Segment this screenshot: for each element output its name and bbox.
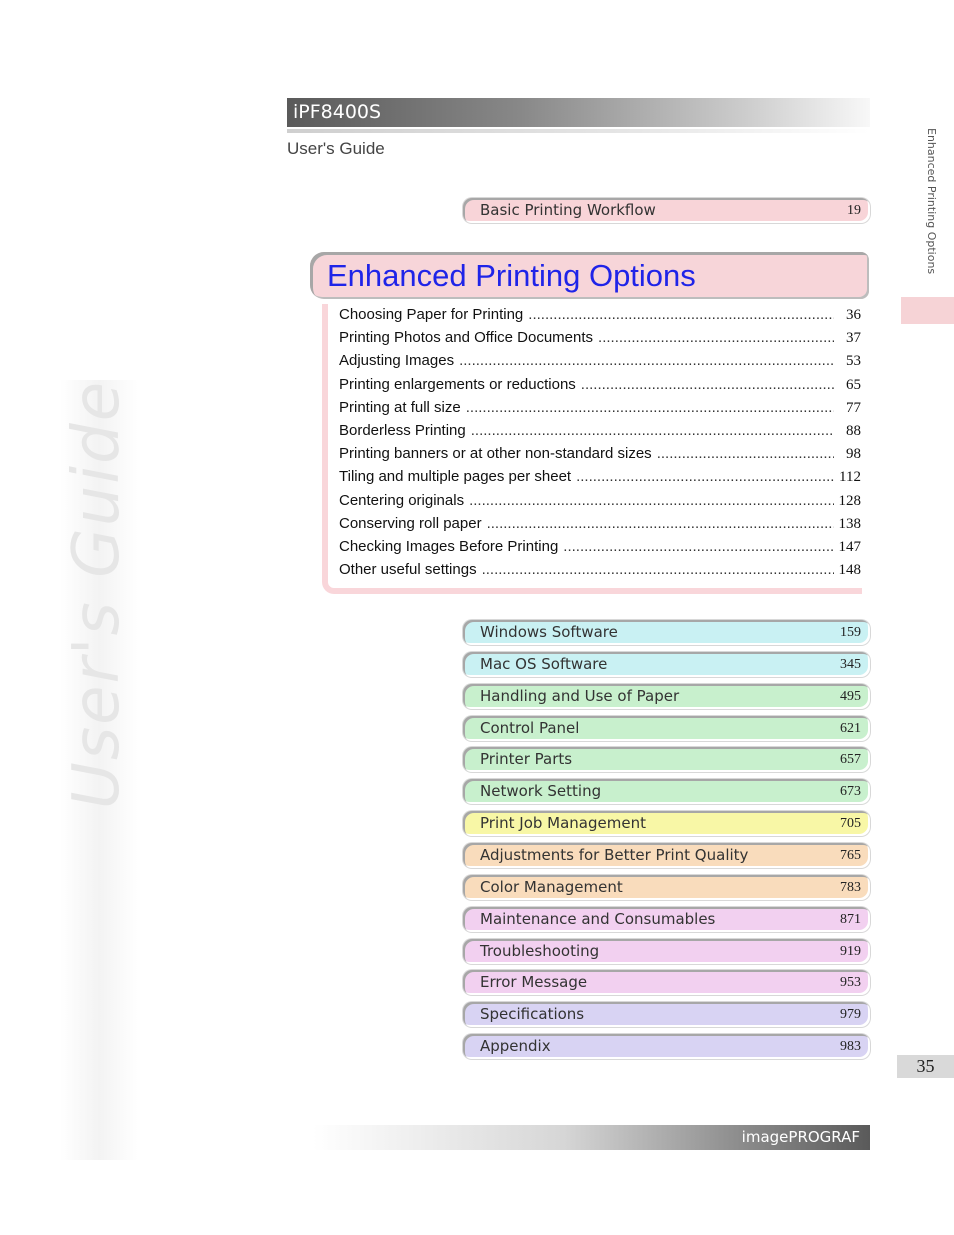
nav-section-specifications[interactable]	[463, 1002, 870, 1027]
toc-entry-page: 112	[839, 469, 861, 486]
nav-section-control-panel[interactable]	[463, 716, 870, 741]
brand-name: imagePROGRAF	[741, 1128, 860, 1146]
toc-entry[interactable]	[339, 538, 862, 561]
nav-section-network-setting[interactable]	[463, 779, 870, 804]
toc-entry-page: 37	[846, 330, 861, 347]
nav-section-label: Adjustments for Better Print Quality	[480, 845, 749, 864]
toc-leader-dots	[471, 422, 834, 439]
nav-section-label: Appendix	[480, 1037, 551, 1056]
toc-entry-page: 128	[838, 492, 861, 509]
nav-section-print-job-management[interactable]	[463, 811, 870, 836]
toc-leader-dots	[581, 376, 834, 393]
nav-section-label: Maintenance and Consumables	[480, 909, 716, 928]
toc-entry[interactable]	[339, 306, 862, 329]
toc-entry[interactable]	[339, 422, 862, 445]
toc-entry-title: Centering originals	[339, 491, 465, 509]
toc-entry-title: Other useful settings	[339, 561, 477, 579]
nav-section-page: 919	[840, 943, 861, 959]
nav-section-page: 19	[847, 203, 861, 218]
toc-entry-title: Printing at full size	[339, 398, 461, 416]
nav-section-page: 621	[840, 720, 861, 736]
toc-leader-dots	[469, 492, 833, 509]
toc-entry-title: Tiling and multiple pages per sheet	[339, 468, 572, 486]
nav-section-label: Troubleshooting	[480, 941, 600, 960]
toc-entry-page: 138	[838, 515, 861, 532]
toc-entry-page: 36	[846, 307, 861, 323]
toc-entry[interactable]	[339, 352, 862, 375]
section-title: Enhanced Printing Options	[327, 258, 696, 293]
nav-section-page: 673	[840, 784, 861, 800]
nav-section-label: Error Message	[480, 973, 588, 992]
toc-entry[interactable]	[339, 445, 862, 468]
nav-section-error-message[interactable]	[463, 970, 870, 995]
nav-section-appendix[interactable]	[463, 1034, 870, 1059]
toc-entry-title: Borderless Printing	[339, 422, 466, 439]
nav-section-label: Control Panel	[480, 718, 580, 737]
toc-entry-title: Printing Photos and Office Documents	[339, 329, 594, 347]
nav-section-maintenance-and-consumables[interactable]	[463, 907, 870, 932]
nav-section-page: 345	[840, 656, 861, 672]
watermark-text: User's Guide	[60, 380, 134, 810]
nav-section-adjustments-for-better-print-quality[interactable]	[463, 843, 870, 868]
nav-section-color-management[interactable]	[463, 875, 870, 900]
nav-section-page: 871	[840, 911, 861, 927]
toc-entry[interactable]	[339, 399, 862, 422]
watermark	[60, 380, 138, 1160]
nav-section-label: Specifications	[480, 1005, 585, 1024]
nav-section-page: 657	[840, 752, 861, 768]
nav-section-page: 765	[840, 847, 861, 863]
nav-section-label: Print Job Management	[480, 814, 646, 833]
nav-section-basic-printing-workflow[interactable]	[463, 198, 870, 223]
footer-bar	[313, 1125, 870, 1150]
guide-subtitle: User's Guide	[287, 139, 385, 158]
section-header	[310, 252, 869, 299]
toc-entry-title: Checking Images Before Printing	[339, 538, 559, 555]
nav-section-label: Mac OS Software	[480, 654, 608, 673]
nav-section-page: 495	[840, 688, 861, 704]
toc-entry-page: 77	[846, 399, 861, 416]
nav-section-page: 783	[840, 879, 861, 895]
nav-section-page: 979	[840, 1007, 861, 1023]
toc-entry-page: 88	[846, 423, 861, 439]
toc-entry[interactable]	[339, 329, 862, 352]
toc-entry-page: 98	[846, 446, 861, 463]
nav-section-page: 159	[840, 625, 861, 640]
toc-entry-page: 148	[838, 562, 861, 579]
toc-leader-dots	[598, 329, 834, 346]
toc-entry-title: Printing enlargements or reductions	[339, 375, 576, 393]
nav-section-windows-software[interactable]	[463, 620, 870, 645]
toc-entry-page: 147	[838, 539, 861, 555]
toc-entry-page: 65	[846, 376, 861, 393]
nav-section-page: 953	[840, 975, 861, 991]
toc-entry-page: 53	[846, 353, 861, 370]
nav-section-label: Handling and Use of Paper	[480, 686, 680, 705]
nav-section-page: 705	[840, 816, 861, 832]
toc-entry-title: Adjusting Images	[339, 352, 455, 370]
nav-section-label: Network Setting	[480, 782, 602, 801]
nav-section-page: 983	[840, 1039, 861, 1055]
header-rule	[287, 129, 870, 133]
nav-section-label: Basic Printing Workflow	[480, 201, 656, 219]
side-section-tab	[901, 297, 954, 324]
nav-section-troubleshooting[interactable]	[463, 939, 870, 964]
toc-entry[interactable]	[339, 492, 862, 515]
toc-entry[interactable]	[339, 515, 862, 538]
nav-section-label: Color Management	[480, 877, 623, 896]
toc-leader-dots	[459, 352, 834, 369]
toc-leader-dots	[466, 399, 834, 416]
side-section-label: Enhanced Printing Options	[925, 128, 938, 275]
nav-section-handling-and-use-of-paper[interactable]	[463, 684, 870, 709]
toc-entry[interactable]	[339, 376, 862, 399]
model-title: iPF8400S	[293, 101, 382, 123]
toc-leader-dots	[528, 306, 834, 323]
nav-section-label: Windows Software	[480, 623, 618, 641]
toc-leader-dots	[657, 445, 834, 462]
toc-leader-dots	[576, 468, 834, 485]
toc-entry-title: Choosing Paper for Printing	[339, 306, 524, 323]
nav-section-label: Printer Parts	[480, 750, 573, 769]
page-number: 35	[897, 1055, 954, 1078]
toc-leader-dots	[487, 515, 834, 532]
toc-entry[interactable]	[339, 561, 862, 584]
toc-entry-title: Conserving roll paper	[339, 514, 482, 532]
nav-section-printer-parts[interactable]	[463, 747, 870, 772]
toc-leader-dots	[563, 538, 833, 555]
toc-entry[interactable]	[339, 468, 862, 491]
toc-entry-title: Printing banners or at other non-standard sizes	[339, 445, 652, 463]
nav-section-mac-os-software[interactable]	[463, 652, 870, 677]
toc-leader-dots	[482, 561, 834, 578]
